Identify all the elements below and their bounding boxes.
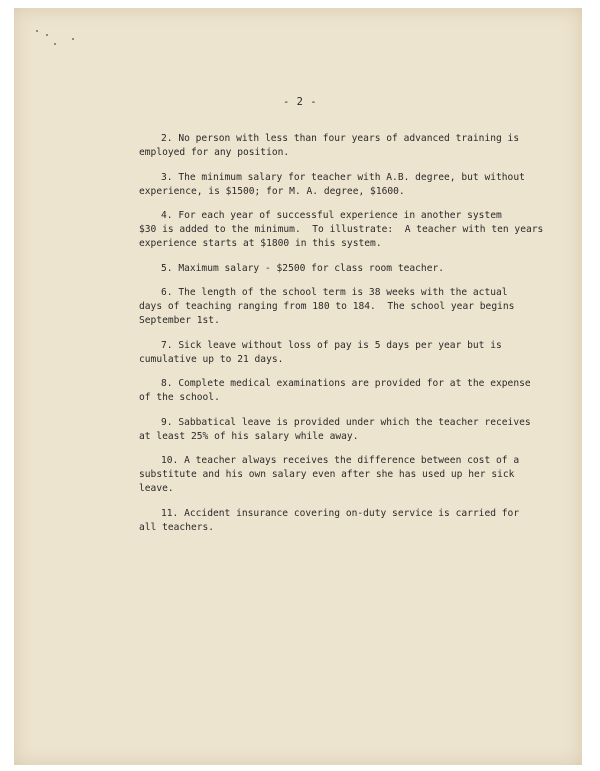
paragraph-line: 3. The minimum salary for teacher with A.B. degree, but without [161,171,525,183]
paragraph-line: cumulative up to 21 days. [139,353,284,365]
paragraph-line: 2. No person with less than four years of advanced training is [161,133,520,144]
paper-speck [72,38,74,40]
numbered-paragraph [139,377,539,405]
paragraph-line: at least 25% of his salary while away. [139,430,359,442]
paragraph-line: 8. Complete medical examinations are provided for at the expense [161,378,531,389]
numbered-paragraph [139,171,539,199]
paragraph-line: substitute and his own salary even after she has used up her sick [139,469,515,480]
paragraph-line: 10. A teacher always receives the difference between cost of a [161,455,520,466]
page-number: - 2 - [282,96,318,108]
paper-speck [46,34,48,36]
numbered-paragraph [139,416,539,444]
document-body [139,132,544,545]
numbered-paragraph [139,454,539,496]
paragraph-line: leave. [139,483,174,494]
paper-speck [54,43,56,45]
paragraph-line: 7. Sick leave without loss of pay is 5 days per year but is [161,339,502,351]
paragraph-line: employed for any position. [139,147,290,158]
paragraph-line: 6. The length of the school term is 38 weeks with the actual [161,287,508,298]
paragraph-line: 11. Accident insurance covering on-duty service is carried for [161,507,520,519]
paragraph-line: of the school. [139,392,220,403]
paragraph-line: 4. For each year of successful experience in another system [161,210,502,221]
numbered-paragraph [139,262,539,276]
numbered-paragraph [139,209,544,251]
paragraph-line: $30 is added to the minimum. To illustrate: A teacher with ten years [139,224,544,235]
paragraph-line: experience starts at $1800 in this system. [139,238,382,249]
paper-speck [36,30,38,32]
paragraph-line: experience, is $1500; for M. A. degree, $1600. [139,185,405,197]
paragraph-line: all teachers. [139,521,215,533]
paragraph-line: 5. Maximum salary - $2500 for class room teacher. [161,262,445,274]
numbered-paragraph [139,339,539,367]
paragraph-line: 9. Sabbatical leave is provided under which the teacher receives [161,416,531,428]
numbered-paragraph [139,132,539,160]
numbered-paragraph [139,507,539,535]
numbered-paragraph [139,286,539,328]
paragraph-line: days of teaching ranging from 180 to 184. The school year begins [139,301,515,312]
paragraph-line: September 1st. [139,315,220,326]
